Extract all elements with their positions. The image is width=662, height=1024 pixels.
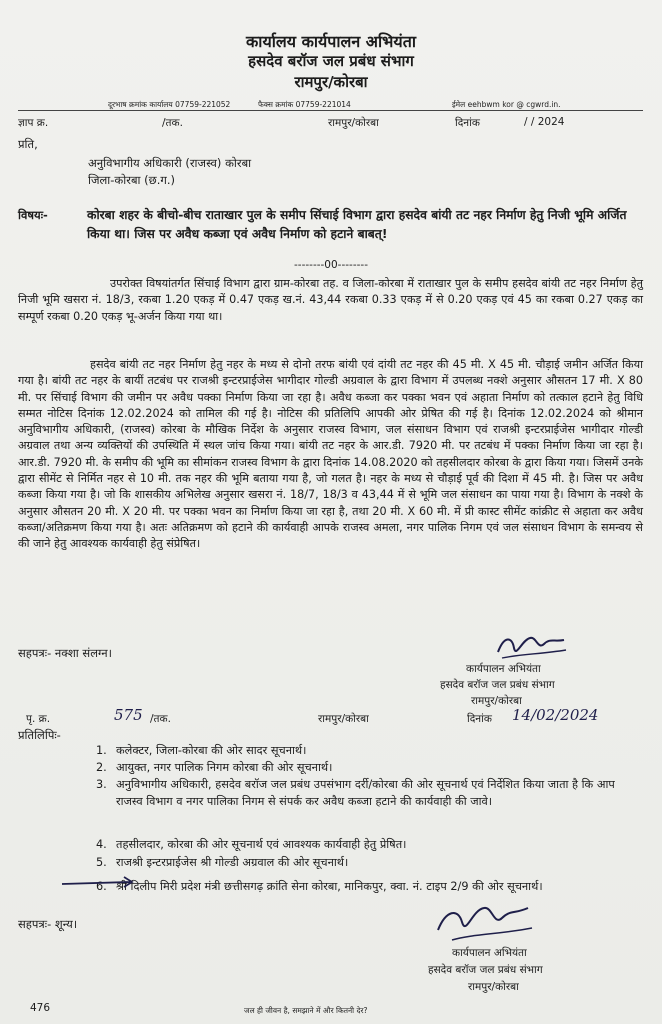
email-address: ईमेल eehbwm kor @ cgwrd.in. (452, 100, 561, 109)
copy-item: राजश्री इन्टरप्राईजेस श्री गोल्डी अग्रवाल की ओर सूचनार्थ। (116, 856, 349, 869)
header-rule (18, 110, 643, 111)
place-title: रामपुर/कोरबा (294, 73, 368, 91)
endorsement-date: 14/02/2024 (512, 706, 599, 724)
memo-tak: /तक. (162, 117, 183, 129)
copy-number: 1. (96, 744, 107, 757)
signatory-title-1: कार्यपालन अभियंता (466, 663, 541, 675)
prati-label: प्रति, (18, 137, 38, 151)
endorsement-number: 575 (114, 706, 143, 724)
handwritten-mark (60, 874, 140, 892)
subject-separator: --------00-------- (294, 259, 368, 271)
signatory-division-2: हसदेव बरॉज जल प्रबंध संभाग (428, 964, 543, 976)
memo-date-value: / / 2024 (524, 116, 565, 128)
recipient-line1: अनुविभागीय अधिकारी (राजस्व) कोरबा (88, 156, 252, 170)
signature-scribble-1 (492, 630, 572, 664)
signatory-title-2: कार्यपालन अभियंता (452, 947, 527, 959)
recipient-line2: जिला-कोरबा (छ.ग.) (88, 173, 175, 187)
subject-text: कोरबा शहर के बीचो-बीच राताखार पुल के समीप सिंचाई विभाग द्वारा हसदेव बांयी तट नहर निर्माण हेतु निजी भूमि अर्जित किया था। जिस पर अवैध कब्जा एवं अवैध निर्माण को हटाने बाबत्! (87, 208, 627, 241)
fax-number: फैक्स क्रमांक 07759-221014 (258, 100, 351, 109)
copy-number: 2. (96, 761, 107, 774)
signatory-place-2: रामपुर/कोरबा (468, 981, 519, 993)
memo-label: ज्ञाप क्र. (18, 117, 49, 129)
copy-number: 6. (96, 880, 107, 893)
copy-number: 4. (96, 838, 107, 851)
enclosure-none: सहपत्रः- शून्य। (18, 917, 78, 931)
office-phone: दूरभाष क्रमांक कार्यालय 07759-221052 (108, 100, 231, 109)
copy-item: कलेक्टर, जिला-कोरबा की ओर सादर सूचनार्थ। (116, 744, 307, 757)
body-paragraph-2: हसदेव बांयी तट नहर निर्माण हेतु नहर के मध्य से दोनो तरफ बांयी एवं दांयी तट नहर की 45 मी. X 45 मी. चौड़ाई जमीन अर्जित किया गया है। बांयी तट नहर के बायीं तटबंध पर राजश्री इन्टरप्राईजेस भागीदार गोल्डी अग्रवाल के द्वारा विभाग में उपलब्ध नक्शे अनुसार औसतन 17 मी. X 80 मी. पर सिंचाई विभाग की जमीन पर अवैध पक्का निर्माण किया जा रहा है। अवैध कब्जा कर पक्का भवन एवं अहाता निर्माण को तत्काल हटाने हेतु विधि सम्मत नोटिस दिनांक 12.02.2024 को तामिल की गई है। नोटिस की प्रतिलिपि आपकी ओर प्रेषित की गई है। दिनांक 12.02.2024 को श्रीमान अनुविभागीय अधिकारी, (राजस्व) कोरबा के मौखिक निर्देश के अनुसार राजस्व विभाग, जल संसाधन विभाग एवं राजश्री इन्टरप्राईजेस भागीदार गोल्डी अग्रवाल तथा अन्य व्यक्तियों की उपस्थिति में स्थल जांच किया गया। बांयी तट नहर के आर.डी. 7920 मी. पर तटबंध में पक्का निर्माण किया जा रहा है। आर.डी. 7920 मी. के समीप की भूमि का सीमांकन राजस्व विभाग के द्वारा दिनांक 14.08.2020 को तहसीलदार कोरबा के द्वारा किया गया। जिसमें उनके द्वारा सीमेंट से निर्मित नहर से 10 मी. तक नहर की भूमि बताया गया है, जो गलत है। नहर के मध्य से चौड़ाई पूर्व की दिशा में 45 मी. है। जिस पर अवैध कब्जा किया गया है। जो कि शासकीय अभिलेख अनुसार खसरा नं. 18/7, 18/3 व 43,44 में से भूमि जल संसाधन का पाया गया है। विभाग के नक्शे के अनुसार औसतन 20 मी. X 20 मी. पर पक्का भवन का निर्माण किया जा रहा है, तथा 20 मी. X 60 मी. में प्री कास्ट सीमेंट कांक्रीट से अहाता कर अवैध कब्जा/अतिक्रमण किया गया है। अतः अतिक्रमण को हटाने की कार्यवाही आपके राजस्व अमला, नगर पालिक निगम एवं जल संसाधन विभाग के समन्वय से की जाने हेतु आवश्यक कार्यवाही हेतु संप्रेषित। (18, 358, 643, 551)
body-paragraph-1: उपरोक्त विषयांतर्गत सिंचाई विभाग द्वारा ग्राम-कोरबा तह. व जिला-कोरबा में राताखार पुल के समीप हसदेव बांयी तट नहर निर्माण हेतु निजी भूमि खसरा नं. 18/3, रकबा 1.20 एकड़ में 0.47 एकड़ ख.नं. 43,44 रकबा 0.33 एकड़ में से 0.20 एकड़ एवं 45 का रकबा 0.27 एकड़ का सम्पूर्ण रकबा 0.20 एकड़ भू-अर्जन किया गया था। (18, 277, 643, 323)
endorsement-tak: /तक. (150, 713, 171, 725)
endorsement-date-label: दिनांक (467, 713, 492, 725)
copy-number: 5. (96, 856, 107, 869)
copy-item: अनुविभागीय अधिकारी, हसदेव बरॉज जल प्रबंध उपसंभाग दर्री/कोरबा की ओर सूचनार्थ एवं निर्देशित किया जाता है कि आप राजस्व विभाग व नगर पालिका निगम से संपर्क कर अवैध कब्जा हटाने की कार्यवाही की जावे। (116, 778, 615, 808)
copy-number: 3. (96, 778, 107, 791)
page-number: 476 (30, 1002, 51, 1014)
memo-date-label: दिनांक (455, 117, 480, 129)
enclosure-map: सहपत्रः- नक्शा संलग्न। (18, 646, 112, 660)
footer-slogan: जल ही जीवन है, समझाने में और कितनी देर? (244, 1006, 368, 1015)
endorsement-place: रामपुर/कोरबा (318, 713, 369, 725)
subject-label: विषयः- (18, 208, 48, 222)
signatory-division-1: हसदेव बरॉज जल प्रबंध संभाग (440, 679, 555, 691)
copy-item: तहसीलदार, कोरबा की ओर सूचनार्थ एवं आवश्यक कार्यवाही हेतु प्रेषित। (116, 838, 407, 851)
copy-label: प्रतिलिपिः- (18, 728, 61, 742)
division-title: हसदेव बरॉज जल प्रबंध संभाग (248, 52, 414, 70)
copy-item: आयुक्त, नगर पालिक निगम कोरबा की ओर सूचनार्थ। (116, 761, 333, 774)
endorsement-label: पृ. क्र. (26, 713, 51, 725)
office-title: कार्यालय कार्यपालन अभियंता (246, 32, 416, 51)
copy-item: श्री दिलीप मिरी प्रदेश मंत्री छत्तीसगढ़ क्रांति सेना कोरबा, मानिकपुर, क्वा. नं. टाइप 2/9 की ओर सूचनार्थ। (116, 880, 543, 893)
signatory-place-1: रामपुर/कोरबा (471, 695, 522, 707)
memo-place: रामपुर/कोरबा (328, 117, 379, 129)
signature-scribble-2 (432, 900, 542, 948)
